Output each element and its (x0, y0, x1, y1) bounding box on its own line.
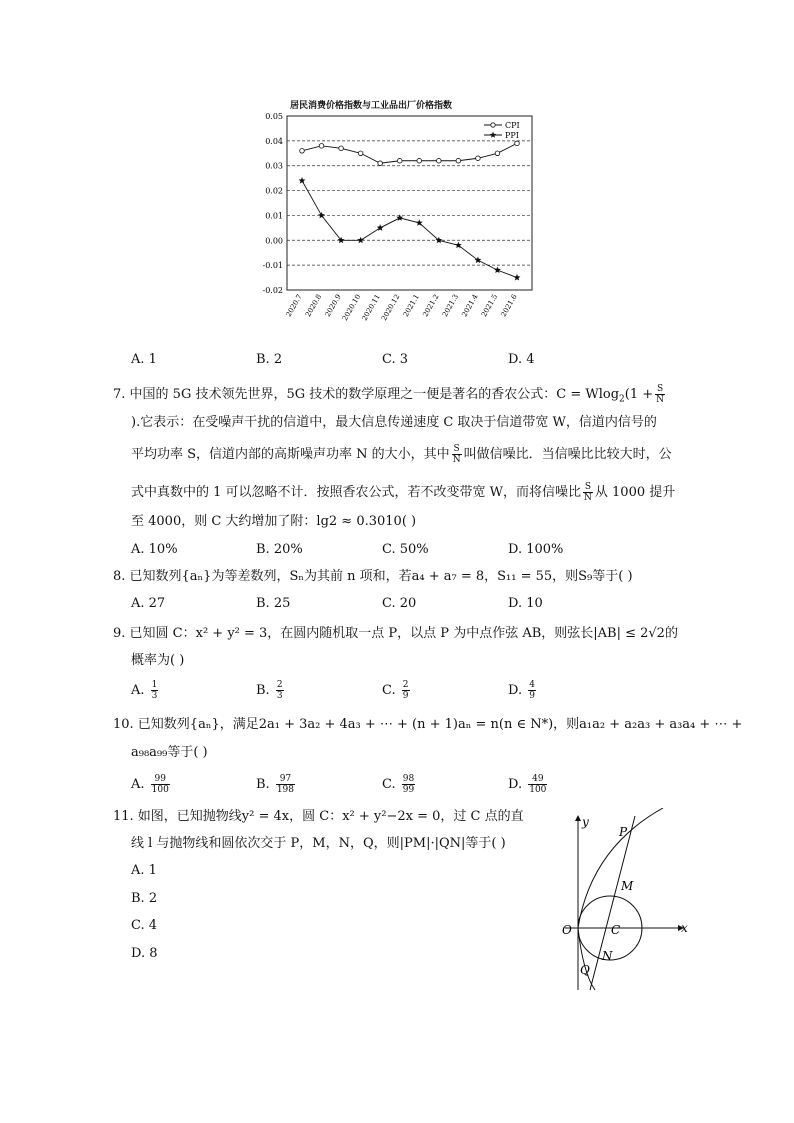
ppi-point (357, 237, 364, 244)
option-label: D. (508, 683, 523, 698)
q6-option-b[interactable]: B. 2 (256, 352, 283, 367)
x-tick-label: 2020.11 (360, 293, 382, 323)
x-tick-label: 2021.5 (480, 293, 500, 319)
legend-label: PPI (505, 131, 519, 140)
q11-stem-2: 线 l 与抛物线和圆依次交于 P，M，N，Q，则|PM|·|QN|等于( ) (131, 836, 506, 851)
y-tick-label: 0.04 (265, 136, 283, 146)
q9-option-d[interactable] (508, 680, 538, 701)
q7-line-5: 至 4000，则 C 大约增加了附：lg2 ≈ 0.3010( ) (131, 514, 417, 529)
q8-stem: 8. 已知数列{aₙ}为等差数列，Sₙ为其前 n 项和，若a₄ + a₇ = 8，S₁₁ = 55，则S₉等于( ) (113, 569, 633, 584)
cpi-point (339, 146, 344, 151)
label-m: M (621, 879, 634, 893)
cpi-point (456, 158, 461, 163)
parabola-circle-figure (545, 808, 695, 993)
frac-den: 9 (529, 691, 535, 701)
q9-option-a[interactable] (131, 680, 160, 701)
option-label: A. (131, 683, 145, 698)
frac-den: N (584, 493, 592, 503)
option-frac (528, 680, 536, 701)
cpi-series-line (302, 143, 517, 163)
option-label: C. (382, 777, 396, 792)
label-n: N (602, 949, 613, 963)
cpi-point (515, 141, 520, 146)
cpi-point (319, 144, 324, 149)
option-label: A. (131, 777, 145, 792)
q7-text-4a: 式中真数中的 1 可以忽略不计．按照香农公式，若不改变带宽 W，而将信噪比 (131, 485, 582, 500)
option-label: D. (508, 777, 523, 792)
x-tick-label: 2021.2 (421, 293, 441, 319)
y-tick-label: 0.03 (265, 161, 283, 171)
frac-num: S (584, 482, 592, 492)
q8-option-c[interactable]: C. 20 (382, 596, 417, 611)
q10-option-d[interactable] (508, 774, 549, 795)
q9-option-b[interactable] (256, 680, 286, 701)
cpi-ppi-line-chart (250, 108, 540, 328)
x-tick-label: 2021.4 (460, 293, 480, 319)
x-tick-label: 2020.12 (380, 293, 402, 323)
q8-option-d[interactable]: D. 10 (508, 596, 543, 611)
q6-option-a[interactable]: A. 1 (131, 352, 157, 367)
q6-option-d[interactable]: D. 4 (508, 352, 535, 367)
frac-den: 100 (151, 785, 169, 795)
y-tick-label: -0.01 (262, 261, 283, 271)
label-q: Q (580, 963, 590, 977)
q7-line-1 (113, 384, 667, 409)
q7-option-a[interactable]: A. 10% (131, 542, 178, 557)
option-frac (528, 774, 547, 795)
option-label: C. (382, 683, 396, 698)
q10-option-a[interactable] (131, 774, 172, 795)
q7-frac-s-n (655, 384, 665, 405)
label-o: O (562, 923, 572, 937)
q11-option-a[interactable]: A. 1 (131, 863, 157, 878)
label-y: y (582, 815, 589, 829)
frac-num: 2 (276, 680, 283, 690)
ppi-point (318, 212, 325, 219)
q7-frac-3 (583, 482, 593, 503)
option-label: B. (256, 683, 270, 698)
q7-text-1a: 7. 中国的 5G 技术领先世界，5G 技术的数学原理之一便是著名的香农公式：C = Wlog (113, 387, 620, 402)
q10-stem-2: a₉₈a₉₉等于( ) (131, 745, 208, 760)
cpi-point (397, 158, 402, 163)
frac-den: N (656, 395, 665, 405)
q7-text-3a: 平均功率 S，信道内部的高斯噪声功率 N 的大小，其中 (131, 447, 450, 462)
option-frac (276, 680, 284, 701)
frac-den: 198 (276, 785, 295, 795)
ppi-point (514, 274, 521, 281)
frac-den: 99 (402, 785, 415, 795)
q7-option-c[interactable]: C. 50% (382, 542, 429, 557)
cpi-point (300, 149, 305, 154)
q9-stem-2: 概率为( ) (131, 653, 185, 668)
frac-num: 98 (402, 774, 415, 784)
x-tick-label: 2021.1 (401, 293, 422, 319)
frac-num: 2 (402, 680, 409, 690)
frac-num: 4 (529, 680, 535, 690)
q9-stem-1: 9. 已知圆 C：x² + y² = 3，在圆内随机取一点 P，以点 P 为中点作弦 AB，则弦长|AB| ≤ 2√2的 (113, 626, 678, 641)
q10-option-b[interactable] (256, 774, 297, 795)
q7-frac-2 (452, 444, 462, 465)
cpi-point (358, 151, 363, 156)
q7-text-1c: (1 + (624, 387, 654, 402)
y-tick-label: 0.01 (265, 211, 283, 221)
x-tick-label: 2021.3 (440, 293, 461, 319)
q10-option-c[interactable] (382, 774, 417, 795)
frac-den: N (452, 455, 461, 465)
ppi-point (494, 267, 501, 274)
q8-option-a[interactable]: A. 27 (131, 596, 166, 611)
frac-num: 97 (276, 774, 295, 785)
option-label: B. (256, 777, 270, 792)
cpi-point (417, 158, 422, 163)
x-tick-label: 2020.9 (323, 293, 343, 319)
x-tick-label: 2021.6 (499, 293, 519, 319)
q7-text-4b: 从 1000 提升 (594, 485, 676, 500)
option-frac (276, 774, 295, 795)
y-tick-label: 0.00 (265, 236, 283, 246)
q11-option-d[interactable]: D. 8 (131, 946, 158, 961)
ppi-point (474, 257, 481, 264)
frac-den: 3 (151, 691, 158, 701)
frac-num: 99 (151, 774, 170, 785)
ppi-point (299, 177, 306, 184)
x-tick-label: 2020.10 (340, 293, 363, 323)
q7-option-d[interactable]: D. 100% (508, 542, 564, 557)
q7-log-base: 2 (619, 394, 625, 405)
option-frac (151, 774, 170, 795)
cpi-point (437, 158, 442, 163)
legend-marker-cpi (491, 123, 495, 127)
q8-option-b[interactable]: B. 25 (256, 596, 291, 611)
frac-num: S (453, 444, 460, 454)
frac-den: 9 (402, 691, 409, 701)
label-x: x (681, 921, 688, 935)
q6-option-c[interactable]: C. 3 (382, 352, 409, 367)
cpi-point (476, 156, 481, 161)
q11-stem-1: 11. 如图，已知抛物线y² = 4x，圆 C：x² + y²−2x = 0，过 C 点的直 (113, 809, 524, 824)
plot-frame (287, 116, 532, 290)
option-frac (151, 680, 159, 701)
q7-option-b[interactable]: B. 20% (256, 542, 303, 557)
option-frac (402, 774, 415, 795)
frac-den: 3 (276, 691, 283, 701)
chart-title: 居民消费价格指数与工业品出厂价格指数 (290, 101, 453, 111)
q10-stem-1: 10. 已知数列{aₙ}，满足2a₁ + 3a₂ + 4a₃ + ⋯ + (n + 1)aₙ = n(n ∈ N*)，则a₁a₂ + a₂a₃ + a₃a₄ + ⋯ + (113, 717, 743, 732)
cpi-point (378, 161, 383, 166)
legend-marker-ppi (490, 132, 496, 138)
q7-line-3 (131, 444, 672, 465)
q7-line-2: ).它表示：在受噪声干扰的信道中，最大信息传递速度 C 取决于信道带宽 W，信道内信号的 (131, 415, 657, 430)
label-c: C (611, 923, 621, 937)
ppi-series-line (302, 181, 517, 278)
x-tick-label: 2020.7 (284, 293, 304, 319)
cpi-point (495, 151, 500, 156)
label-p: P (619, 825, 628, 839)
legend-label: CPI (505, 121, 520, 130)
q7-text-3b: 叫做信噪比．当信噪比比较大时，公 (463, 447, 672, 462)
option-frac (402, 680, 410, 701)
q11-option-b[interactable]: B. 2 (131, 891, 158, 906)
q11-option-c[interactable]: C. 4 (131, 918, 158, 933)
y-tick-label: 0.05 (265, 112, 283, 121)
y-tick-label: 0.02 (265, 186, 283, 196)
frac-den: 100 (529, 785, 547, 795)
x-tick-label: 2020.8 (304, 293, 324, 319)
q9-option-c[interactable] (382, 680, 412, 701)
line-l (590, 816, 635, 990)
q7-line-4 (131, 482, 675, 503)
frac-num: S (656, 384, 664, 394)
frac-num: 49 (528, 774, 547, 785)
frac-num: 1 (151, 680, 158, 690)
y-tick-label: -0.02 (262, 286, 283, 295)
